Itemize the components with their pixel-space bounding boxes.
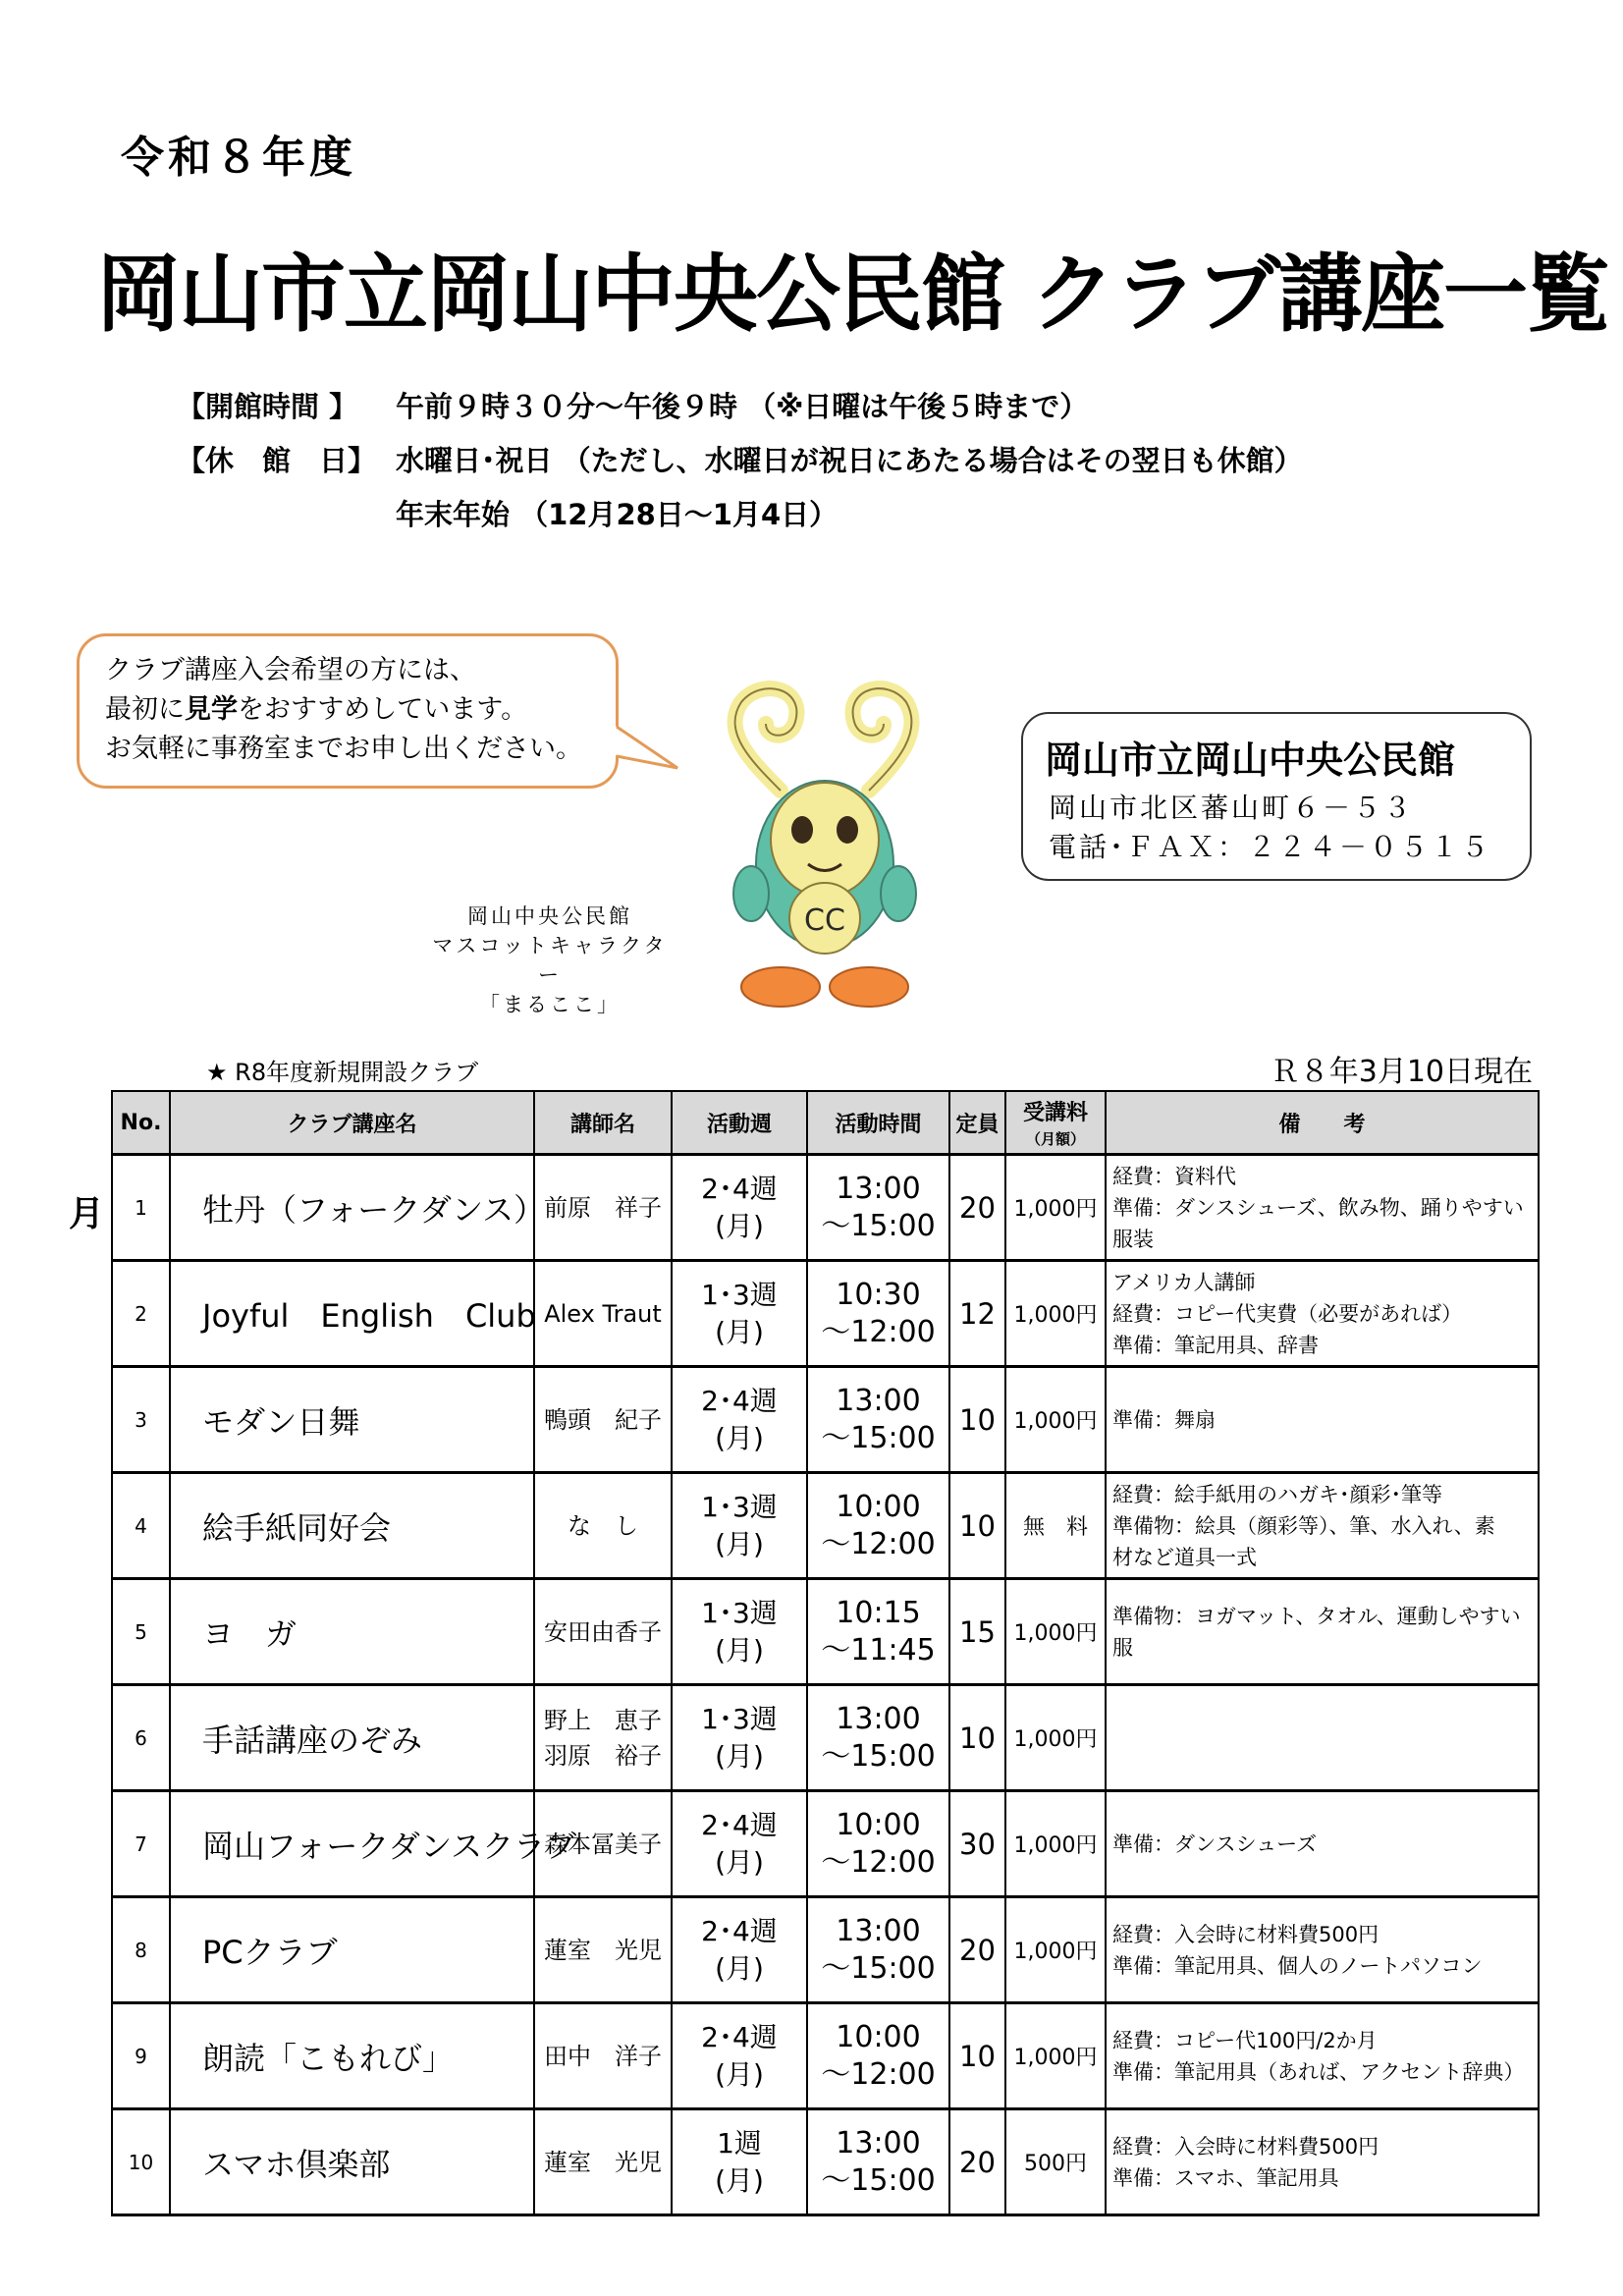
bubble-emphasis: 見学 [185, 694, 238, 725]
instructor-name: 蓮室 光児 [544, 2148, 662, 2176]
fee: 1,000円 [1005, 1155, 1106, 1261]
note-line: 準備：ダンスシューズ、飲み物、踊りやすい服装 [1112, 1195, 1524, 1251]
start-time: 13:00 [836, 1913, 921, 1948]
instructor [534, 1367, 672, 1473]
day-value: (月) [715, 1845, 764, 1879]
instructor-name: 蓮室 光児 [544, 1936, 662, 1964]
start-time: 10:30 [836, 1277, 921, 1312]
fee: 1,000円 [1005, 2003, 1106, 2109]
table-row [112, 1261, 1539, 1367]
activity-time [807, 1897, 949, 2003]
note-line: 準備物：ヨガマット、タオル、運動しやすい服 [1112, 1604, 1521, 1660]
header-fee-label: 受講料 [1022, 1101, 1088, 1125]
header-club-name: クラブ講座名 [170, 1091, 534, 1155]
facility-name: 岡山市立岡山中央公民館 [1045, 738, 1456, 782]
week-value: 1週 [717, 2126, 762, 2159]
header-fee-sub: （月額） [1025, 1130, 1085, 1148]
closed-days-label: 【休 館 日】 [177, 444, 377, 477]
instructor-name: 野上 恵子 [544, 1706, 662, 1734]
club-name: Joyful English Club [170, 1261, 534, 1367]
activity-week [672, 1685, 807, 1791]
day-label: 月 [69, 1194, 105, 1234]
row-no: 2 [112, 1261, 170, 1367]
instructor [534, 1473, 672, 1579]
end-time: ～12:00 [821, 1314, 936, 1349]
notes [1106, 1791, 1539, 1897]
activity-week [672, 1897, 807, 2003]
notes [1106, 1473, 1539, 1579]
capacity: 10 [949, 1473, 1005, 1579]
club-name: モダン日舞 [170, 1367, 534, 1473]
fee: 1,000円 [1005, 1897, 1106, 2003]
week-value: 2･4週 [701, 1384, 778, 1417]
new-year-closure-value: 年末年始 （12月28日～1月4日） [396, 498, 839, 531]
day-value: (月) [715, 1951, 764, 1985]
instructor [534, 1155, 672, 1261]
instructor-name: 前原 祥子 [544, 1193, 662, 1222]
day-value: (月) [715, 1633, 764, 1667]
instructor [534, 1897, 672, 2003]
notes [1106, 2109, 1539, 2215]
activity-week [672, 1791, 807, 1897]
capacity: 20 [949, 2109, 1005, 2215]
mascot-caption-line-3: 「まるここ」 [479, 993, 621, 1016]
instructor [534, 1791, 672, 1897]
note-line: 準備：舞扇 [1112, 1407, 1216, 1432]
header-fee [1005, 1091, 1106, 1155]
row-no: 5 [112, 1579, 170, 1685]
day-value: (月) [715, 1421, 764, 1454]
note-line: 準備：筆記用具（あれば、アクセント辞典） [1112, 2059, 1525, 2084]
opening-hours-value: 午前９時３０分～午後９時 （※日曜は午後５時まで） [396, 390, 1089, 423]
capacity: 12 [949, 1261, 1005, 1367]
week-value: 2･4週 [701, 2020, 778, 2053]
capacity: 10 [949, 1367, 1005, 1473]
activity-week [672, 1261, 807, 1367]
notes [1106, 1685, 1539, 1791]
note-line: 経費：コピー代実費（必要があれば） [1112, 1301, 1463, 1326]
fiscal-year: 令和８年度 [121, 133, 356, 183]
activity-time [807, 1685, 949, 1791]
contact-info-box [1021, 712, 1532, 881]
mascot-icon [712, 653, 938, 1016]
mascot-caption-line-1: 岡山中央公民館 [467, 904, 632, 928]
instructor-name: 田中 洋子 [544, 2042, 662, 2070]
row-no: 9 [112, 2003, 170, 2109]
fee: 1,000円 [1005, 1791, 1106, 1897]
note-line: 経費：資料代 [1112, 1164, 1236, 1188]
end-time: ～12:00 [821, 1526, 936, 1561]
club-name: スマホ倶楽部 [170, 2109, 534, 2215]
note-line: 経費：入会時に材料費500円 [1112, 2134, 1380, 2159]
start-time: 13:00 [836, 1383, 921, 1418]
row-no: 10 [112, 2109, 170, 2215]
club-name: 岡山フォークダンスクラブ [170, 1791, 534, 1897]
activity-time [807, 1791, 949, 1897]
note-line: 準備：筆記用具、辞書 [1112, 1333, 1319, 1357]
note-line: 経費：入会時に材料費500円 [1112, 1922, 1380, 1946]
notes [1106, 2003, 1539, 2109]
instructor [534, 2109, 672, 2215]
table-row [112, 1685, 1539, 1791]
instructor [534, 1685, 672, 1791]
note-line: 準備：スマホ、筆記用具 [1112, 2165, 1339, 2190]
facility-address: 岡山市北区蕃山町６－５３ [1049, 792, 1415, 824]
capacity: 10 [949, 1685, 1005, 1791]
activity-week [672, 1473, 807, 1579]
day-value: (月) [715, 2057, 764, 2091]
bubble-line-2 [105, 687, 527, 726]
table-row [112, 1367, 1539, 1473]
week-value: 1･3週 [701, 1278, 778, 1311]
end-time: ～15:00 [821, 1950, 936, 1986]
bubble-line-2-post: をおすすめしています。 [238, 694, 528, 725]
fee: 500円 [1005, 2109, 1106, 2215]
new-club-note: ★ R8年度新規開設クラブ [206, 1059, 479, 1086]
instructor-name: 森本冨美子 [544, 1830, 662, 1858]
fee: 1,000円 [1005, 1367, 1106, 1473]
facility-phone: 電話･ＦＡＸ：２２４－０５１５ [1049, 831, 1492, 863]
notes [1106, 1367, 1539, 1473]
capacity: 10 [949, 2003, 1005, 2109]
end-time: ～15:00 [821, 1420, 936, 1455]
page-title: 岡山市立岡山中央公民館 クラブ講座一覧 [96, 246, 1608, 344]
row-no: 8 [112, 1897, 170, 2003]
activity-week [672, 1155, 807, 1261]
table-row [112, 1579, 1539, 1685]
club-name: 朗読「こもれび」 [170, 2003, 534, 2109]
activity-time [807, 1261, 949, 1367]
day-value: (月) [715, 1527, 764, 1560]
activity-time [807, 1155, 949, 1261]
end-time: ～15:00 [821, 1738, 936, 1774]
as-of-date: Ｒ８年3月10日現在 [1270, 1055, 1533, 1089]
notes [1106, 1897, 1539, 2003]
bubble-line-2-pre: 最初に [105, 694, 185, 725]
activity-week [672, 2003, 807, 2109]
club-name: 牡丹（フォークダンス） [170, 1155, 534, 1261]
speech-bubble [77, 633, 619, 789]
header-no: No. [112, 1091, 170, 1155]
note-line: 経費：コピー代100円/2か月 [1112, 2028, 1378, 2052]
instructor [534, 1579, 672, 1685]
fee: 1,000円 [1005, 1261, 1106, 1367]
fee: 無 料 [1005, 1473, 1106, 1579]
activity-week [672, 1367, 807, 1473]
club-name: 手話講座のぞみ [170, 1685, 534, 1791]
mascot-badge-text: CC [804, 903, 845, 938]
table-row [112, 2003, 1539, 2109]
club-name: ヨ ガ [170, 1579, 534, 1685]
note-line: アメリカ人講師 [1112, 1270, 1256, 1294]
activity-week [672, 1579, 807, 1685]
end-time: ～11:45 [821, 1632, 936, 1667]
note-line: 材など道具一式 [1112, 1545, 1257, 1569]
row-no: 7 [112, 1791, 170, 1897]
fee: 1,000円 [1005, 1579, 1106, 1685]
instructor-name: 鴨頭 紀子 [544, 1405, 662, 1434]
activity-time [807, 2109, 949, 2215]
table-row [112, 1155, 1539, 1261]
week-value: 1･3週 [701, 1490, 778, 1523]
activity-time [807, 1579, 949, 1685]
instructor-name: 安田由香子 [544, 1617, 662, 1646]
row-no: 3 [112, 1367, 170, 1473]
day-value: (月) [715, 1739, 764, 1773]
table-header-row [112, 1091, 1539, 1155]
instructor-name: 羽原 裕子 [544, 1741, 662, 1770]
activity-time [807, 1473, 949, 1579]
capacity: 15 [949, 1579, 1005, 1685]
capacity: 20 [949, 1897, 1005, 2003]
opening-hours-label: 【開館時間 】 [177, 390, 358, 423]
header-week: 活動週 [672, 1091, 807, 1155]
instructor [534, 1261, 672, 1367]
activity-time [807, 1367, 949, 1473]
week-value: 2･4週 [701, 1172, 778, 1205]
instructor-name: な し [568, 1511, 638, 1540]
end-time: ～15:00 [821, 1208, 936, 1243]
bubble-line-3: お気軽に事務室までお申し出ください。 [105, 734, 582, 764]
note-line: 準備：ダンスシューズ [1112, 1831, 1318, 1856]
header-instructor: 講師名 [534, 1091, 672, 1155]
start-time: 10:15 [836, 1595, 921, 1630]
end-time: ～12:00 [821, 2056, 936, 2092]
club-name: PCクラブ [170, 1897, 534, 2003]
end-time: ～15:00 [821, 2162, 936, 2198]
week-value: 2･4週 [701, 1808, 778, 1841]
activity-week [672, 2109, 807, 2215]
instructor-name: Alex Traut [544, 1299, 662, 1328]
week-value: 2･4週 [701, 1914, 778, 1947]
closed-days-value: 水曜日･祝日 （ただし、水曜日が祝日にあたる場合はその翌日も休館） [396, 444, 1303, 477]
fee: 1,000円 [1005, 1685, 1106, 1791]
notes [1106, 1155, 1539, 1261]
notes [1106, 1579, 1539, 1685]
note-line: 準備物：絵具（顔彩等）、筆、水入れ、素 [1112, 1513, 1495, 1538]
table-row [112, 1791, 1539, 1897]
speech-bubble-tail-icon [609, 717, 683, 776]
instructor [534, 2003, 672, 2109]
row-no: 1 [112, 1155, 170, 1261]
club-table [111, 1090, 1540, 2216]
start-time: 10:00 [836, 1807, 921, 1842]
capacity: 30 [949, 1791, 1005, 1897]
row-no: 6 [112, 1685, 170, 1791]
row-no: 4 [112, 1473, 170, 1579]
start-time: 13:00 [836, 1701, 921, 1736]
week-value: 1･3週 [701, 1596, 778, 1629]
header-time: 活動時間 [807, 1091, 949, 1155]
start-time: 13:00 [836, 2125, 921, 2160]
note-line: 経費：絵手紙用のハガキ･顔彩･筆等 [1112, 1482, 1442, 1506]
note-line: 準備：筆記用具、個人のノートパソコン [1112, 1953, 1483, 1978]
header-capacity: 定員 [949, 1091, 1005, 1155]
club-name: 絵手紙同好会 [170, 1473, 534, 1579]
activity-time [807, 2003, 949, 2109]
end-time: ～12:00 [821, 1844, 936, 1880]
start-time: 10:00 [836, 1489, 921, 1524]
table-row [112, 1897, 1539, 2003]
day-value: (月) [715, 1209, 764, 1242]
week-value: 1･3週 [701, 1702, 778, 1735]
start-time: 10:00 [836, 2019, 921, 2054]
header-notes: 備 考 [1106, 1091, 1539, 1155]
mascot-caption [422, 902, 677, 1019]
day-value: (月) [715, 2163, 764, 2197]
capacity: 20 [949, 1155, 1005, 1261]
bubble-line-1: クラブ講座入会希望の方には、 [105, 655, 476, 685]
notes [1106, 1261, 1539, 1367]
start-time: 13:00 [836, 1171, 921, 1206]
mascot-caption-line-2: マスコットキャラクター [432, 934, 668, 987]
table-row [112, 2109, 1539, 2215]
day-value: (月) [715, 1315, 764, 1348]
table-row [112, 1473, 1539, 1579]
